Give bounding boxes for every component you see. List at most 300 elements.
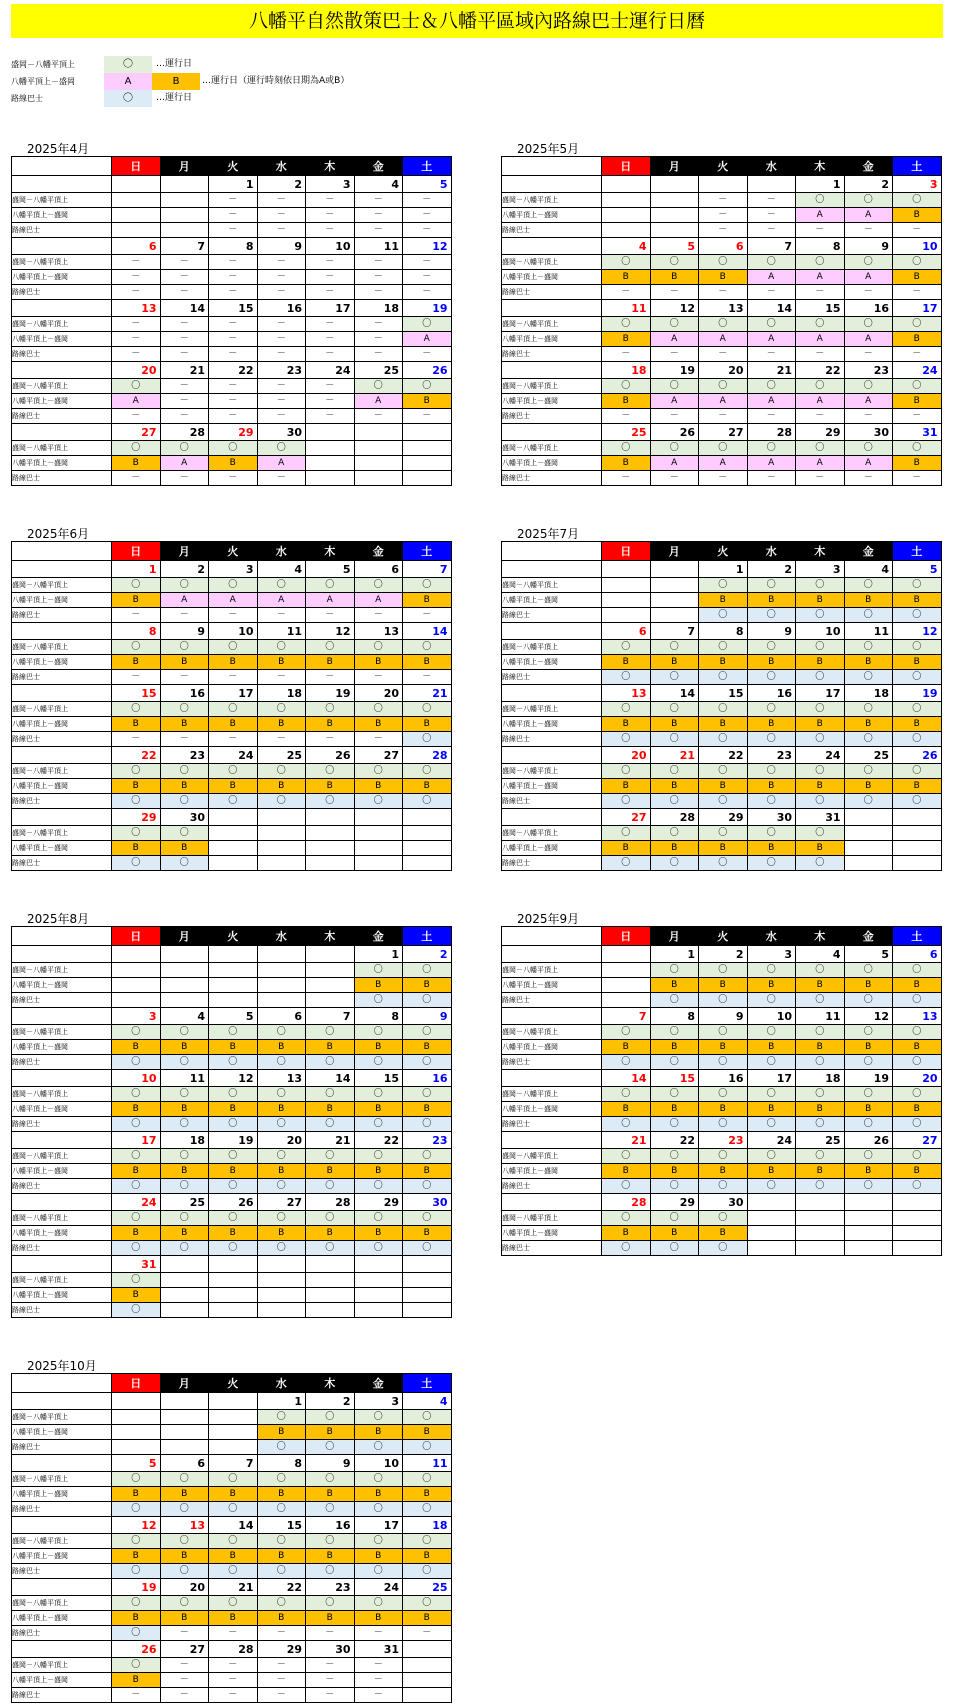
route-row-bus: [12, 1626, 452, 1641]
status-cell: 〇: [257, 441, 306, 456]
status-cell: 〇: [403, 578, 452, 593]
status-cell: －: [257, 409, 306, 424]
day-number: [209, 1256, 258, 1273]
day-number: 25: [403, 1579, 452, 1596]
status-cell: －: [257, 1626, 306, 1641]
month-calendar: [501, 912, 941, 1256]
day-number: 6: [893, 946, 942, 963]
route-label: 盛岡－八幡平頂上: [12, 1410, 112, 1425]
status-cell: [650, 208, 699, 223]
weekday-cell: 火: [699, 927, 748, 946]
corner-cell: [12, 157, 112, 176]
status-cell: A: [699, 332, 748, 347]
day-number-row: [502, 1070, 942, 1087]
status-cell: －: [112, 732, 161, 747]
status-cell: －: [306, 409, 355, 424]
status-cell: 〇: [844, 963, 893, 978]
month-grid: [501, 156, 942, 486]
status-cell: 〇: [893, 255, 942, 270]
status-cell: [257, 841, 306, 856]
route-row-bus: [502, 471, 942, 486]
status-cell: [403, 441, 452, 456]
status-cell: 〇: [209, 764, 258, 779]
status-cell: [160, 193, 209, 208]
legend-label: 路線巴士: [11, 94, 43, 103]
status-cell: －: [160, 270, 209, 285]
status-cell: －: [403, 285, 452, 300]
route-label: 八幡平頂上－盛岡: [12, 655, 112, 670]
route-row-bus: [12, 1117, 452, 1132]
status-cell: 〇: [650, 1025, 699, 1040]
status-cell: 〇: [257, 1055, 306, 1070]
route-row-bus: [12, 993, 452, 1008]
status-cell: B: [602, 332, 651, 347]
route-label: 八幡平頂上－盛岡: [12, 1102, 112, 1117]
day-number-row: [12, 1393, 452, 1410]
route-row-bus: [12, 856, 452, 871]
blank-cell: [502, 1132, 602, 1149]
status-cell: 〇: [160, 856, 209, 871]
route-label: 路線巴士: [502, 409, 602, 424]
status-cell: 〇: [650, 963, 699, 978]
route-label: 盛岡－八幡平頂上: [12, 963, 112, 978]
status-cell: －: [160, 347, 209, 362]
status-cell: －: [306, 193, 355, 208]
day-number: 18: [602, 362, 651, 379]
day-number-row: [12, 1194, 452, 1211]
status-cell: A: [160, 456, 209, 471]
status-cell: [893, 1241, 942, 1256]
status-cell: －: [844, 285, 893, 300]
status-cell: B: [602, 394, 651, 409]
day-number: 21: [747, 362, 796, 379]
status-cell: B: [699, 779, 748, 794]
weekday-header: [502, 157, 942, 176]
weekday-cell: 火: [209, 1374, 258, 1393]
status-cell: －: [160, 409, 209, 424]
month-calendar: [11, 912, 451, 1318]
status-cell: B: [699, 1102, 748, 1117]
status-cell: －: [112, 347, 161, 362]
route-label: 盛岡－八幡平頂上: [12, 640, 112, 655]
status-cell: B: [403, 717, 452, 732]
status-cell: 〇: [306, 794, 355, 809]
status-cell: B: [160, 841, 209, 856]
status-cell: －: [844, 347, 893, 362]
status-cell: [354, 1273, 403, 1288]
status-cell: 〇: [403, 1149, 452, 1164]
day-number: 14: [650, 685, 699, 702]
status-cell: [160, 1425, 209, 1440]
day-number: 29: [354, 1194, 403, 1211]
day-number: 15: [112, 685, 161, 702]
day-number: 15: [257, 1517, 306, 1534]
status-cell: 〇: [699, 963, 748, 978]
status-cell: B: [893, 270, 942, 285]
status-cell: 〇: [209, 578, 258, 593]
weekday-cell: 土: [403, 542, 452, 561]
status-cell: －: [306, 347, 355, 362]
day-number: [747, 176, 796, 193]
status-cell: [747, 1211, 796, 1226]
status-cell: [354, 826, 403, 841]
route-row-bus: [12, 608, 452, 623]
day-number: [306, 1256, 355, 1273]
day-number: 11: [796, 1008, 845, 1025]
status-cell: 〇: [403, 1087, 452, 1102]
route-row-down: [12, 655, 452, 670]
status-cell: [306, 441, 355, 456]
day-number: 8: [699, 623, 748, 640]
status-cell: A: [844, 270, 893, 285]
status-cell: B: [354, 655, 403, 670]
status-cell: －: [257, 1688, 306, 1703]
status-cell: 〇: [403, 764, 452, 779]
status-cell: －: [699, 347, 748, 362]
route-row-bus: [12, 1564, 452, 1579]
route-row-up: [502, 317, 942, 332]
status-cell: [209, 1410, 258, 1425]
blank-cell: [502, 1008, 602, 1025]
weekday-cell: 火: [209, 542, 258, 561]
day-number: 7: [403, 561, 452, 578]
status-cell: B: [893, 394, 942, 409]
route-label: 路線巴士: [12, 732, 112, 747]
route-label: 八幡平頂上－盛岡: [12, 332, 112, 347]
status-cell: －: [747, 409, 796, 424]
day-number: 20: [354, 685, 403, 702]
status-cell: 〇: [893, 993, 942, 1008]
route-label: 盛岡－八幡平頂上: [502, 1149, 602, 1164]
status-cell: B: [747, 593, 796, 608]
day-number: 17: [796, 685, 845, 702]
status-cell: 〇: [354, 1410, 403, 1425]
status-cell: [257, 1303, 306, 1318]
status-cell: A: [160, 593, 209, 608]
route-row-up: [502, 702, 942, 717]
status-cell: B: [699, 1164, 748, 1179]
status-cell: [844, 1211, 893, 1226]
status-cell: 〇: [354, 1211, 403, 1226]
status-cell: －: [796, 223, 845, 238]
route-label: 盛岡－八幡平頂上: [502, 193, 602, 208]
legend-note: …運行日（運行時刻依日期為A或B）: [202, 76, 350, 86]
route-label: 盛岡－八幡平頂上: [502, 317, 602, 332]
status-cell: －: [257, 471, 306, 486]
day-number: 18: [160, 1132, 209, 1149]
status-cell: B: [160, 1549, 209, 1564]
weekday-cell: 水: [747, 157, 796, 176]
day-number: 17: [354, 1517, 403, 1534]
status-cell: B: [602, 456, 651, 471]
status-cell: 〇: [257, 1179, 306, 1194]
route-label: 盛岡－八幡平頂上: [502, 255, 602, 270]
status-cell: B: [403, 1226, 452, 1241]
status-cell: 〇: [650, 794, 699, 809]
status-cell: A: [796, 456, 845, 471]
route-label: 八幡平頂上－盛岡: [12, 717, 112, 732]
status-cell: －: [747, 223, 796, 238]
status-cell: 〇: [699, 856, 748, 871]
day-number: [160, 946, 209, 963]
status-cell: B: [112, 1549, 161, 1564]
status-cell: [403, 856, 452, 871]
status-cell: 〇: [403, 1502, 452, 1517]
weekday-cell: 土: [403, 927, 452, 946]
day-number: 13: [112, 300, 161, 317]
day-number-row: [12, 362, 452, 379]
day-number-row: [502, 300, 942, 317]
status-cell: －: [403, 255, 452, 270]
status-cell: 〇: [112, 379, 161, 394]
status-cell: [844, 1241, 893, 1256]
status-cell: 〇: [844, 1179, 893, 1194]
status-cell: B: [403, 1611, 452, 1626]
day-number-row: [502, 946, 942, 963]
corner-cell: [12, 1374, 112, 1393]
status-cell: 〇: [844, 640, 893, 655]
route-label: 路線巴士: [502, 732, 602, 747]
day-number: [699, 176, 748, 193]
status-cell: B: [354, 1611, 403, 1626]
route-row-down: [12, 1288, 452, 1303]
status-cell: 〇: [354, 1025, 403, 1040]
status-cell: 〇: [602, 379, 651, 394]
route-label: 八幡平頂上－盛岡: [502, 1040, 602, 1055]
route-row-up: [12, 640, 452, 655]
status-cell: B: [257, 1102, 306, 1117]
status-cell: 〇: [257, 1502, 306, 1517]
status-cell: B: [893, 208, 942, 223]
status-cell: 〇: [112, 1211, 161, 1226]
status-cell: A: [112, 394, 161, 409]
month-grid: [501, 926, 942, 1256]
status-cell: B: [747, 1040, 796, 1055]
status-cell: B: [209, 1549, 258, 1564]
status-cell: 〇: [354, 640, 403, 655]
status-cell: 〇: [602, 856, 651, 871]
day-number: 20: [112, 362, 161, 379]
status-cell: B: [354, 1549, 403, 1564]
status-cell: 〇: [699, 1087, 748, 1102]
route-label: 八幡平頂上－盛岡: [502, 332, 602, 347]
status-cell: －: [160, 1673, 209, 1688]
status-cell: [209, 993, 258, 1008]
status-cell: [602, 993, 651, 1008]
route-label: 八幡平頂上－盛岡: [502, 978, 602, 993]
status-cell: 〇: [209, 1564, 258, 1579]
route-row-up: [12, 702, 452, 717]
status-cell: 〇: [160, 1241, 209, 1256]
status-cell: [209, 826, 258, 841]
status-cell: 〇: [844, 441, 893, 456]
status-cell: －: [257, 1658, 306, 1673]
day-number: [844, 1194, 893, 1211]
status-cell: 〇: [699, 1149, 748, 1164]
weekday-header: [502, 927, 942, 946]
day-number: 16: [306, 1517, 355, 1534]
route-label: 路線巴士: [502, 670, 602, 685]
route-label: 盛岡－八幡平頂上: [12, 193, 112, 208]
weekday-cell: 日: [602, 157, 651, 176]
status-cell: －: [209, 285, 258, 300]
status-cell: 〇: [844, 993, 893, 1008]
status-cell: 〇: [844, 732, 893, 747]
status-cell: A: [306, 593, 355, 608]
status-cell: 〇: [160, 1564, 209, 1579]
day-number: 7: [160, 238, 209, 255]
status-cell: 〇: [796, 826, 845, 841]
status-cell: 〇: [209, 1025, 258, 1040]
status-cell: －: [209, 270, 258, 285]
day-number: 16: [160, 685, 209, 702]
route-row-up: [502, 379, 942, 394]
route-label: 路線巴士: [502, 1055, 602, 1070]
route-row-bus: [12, 1241, 452, 1256]
month-calendar: [501, 142, 941, 486]
status-cell: －: [257, 332, 306, 347]
status-cell: －: [209, 332, 258, 347]
status-cell: B: [747, 841, 796, 856]
status-cell: －: [354, 332, 403, 347]
day-number-row: [502, 424, 942, 441]
status-cell: B: [602, 841, 651, 856]
status-cell: 〇: [257, 578, 306, 593]
day-number: 9: [747, 623, 796, 640]
status-cell: 〇: [306, 764, 355, 779]
route-label: 路線巴士: [12, 1179, 112, 1194]
status-cell: －: [209, 1688, 258, 1703]
status-cell: －: [306, 208, 355, 223]
route-row-bus: [502, 856, 942, 871]
status-cell: [112, 1410, 161, 1425]
route-label: 盛岡－八幡平頂上: [12, 1658, 112, 1673]
status-cell: B: [112, 1673, 161, 1688]
status-cell: [354, 471, 403, 486]
day-number: 2: [844, 176, 893, 193]
route-label: 盛岡－八幡平頂上: [12, 1211, 112, 1226]
status-cell: 〇: [796, 1025, 845, 1040]
day-number: 17: [747, 1070, 796, 1087]
day-number: 19: [112, 1579, 161, 1596]
status-cell: 〇: [650, 826, 699, 841]
day-number: 30: [747, 809, 796, 826]
status-cell: B: [844, 717, 893, 732]
day-number: 26: [403, 362, 452, 379]
status-cell: 〇: [403, 317, 452, 332]
status-cell: 〇: [112, 1055, 161, 1070]
route-row-bus: [12, 347, 452, 362]
status-cell: B: [209, 456, 258, 471]
weekday-cell: 月: [650, 542, 699, 561]
day-number: 26: [893, 747, 942, 764]
day-number: 2: [747, 561, 796, 578]
status-cell: B: [602, 717, 651, 732]
status-cell: －: [650, 347, 699, 362]
status-cell: 〇: [403, 1117, 452, 1132]
status-cell: －: [209, 1658, 258, 1673]
status-cell: 〇: [844, 578, 893, 593]
day-number-row: [502, 747, 942, 764]
status-cell: [844, 841, 893, 856]
status-cell: [602, 208, 651, 223]
status-cell: B: [602, 779, 651, 794]
status-cell: B: [796, 1102, 845, 1117]
route-label: 盛岡－八幡平頂上: [12, 826, 112, 841]
route-label: 盛岡－八幡平頂上: [12, 1025, 112, 1040]
status-cell: －: [306, 1688, 355, 1703]
blank-cell: [12, 1070, 112, 1087]
day-number: 20: [699, 362, 748, 379]
weekday-cell: 土: [893, 927, 942, 946]
route-label: 路線巴士: [12, 1055, 112, 1070]
route-row-bus: [12, 1303, 452, 1318]
route-row-bus: [12, 285, 452, 300]
day-number: 11: [844, 623, 893, 640]
status-cell: －: [160, 1688, 209, 1703]
status-cell: B: [747, 1164, 796, 1179]
status-cell: －: [112, 471, 161, 486]
route-row-bus: [12, 1502, 452, 1517]
status-cell: －: [160, 1658, 209, 1673]
route-row-bus: [12, 732, 452, 747]
route-label: 八幡平頂上－盛岡: [12, 1226, 112, 1241]
weekday-cell: 金: [354, 1374, 403, 1393]
status-cell: [160, 1288, 209, 1303]
day-number: 27: [257, 1194, 306, 1211]
day-number: 29: [112, 809, 161, 826]
status-cell: 〇: [112, 1626, 161, 1641]
day-number: [306, 424, 355, 441]
status-cell: 〇: [602, 441, 651, 456]
status-cell: B: [650, 779, 699, 794]
status-cell: 〇: [257, 1087, 306, 1102]
status-cell: B: [699, 1040, 748, 1055]
day-number: 31: [893, 424, 942, 441]
day-number-row: [502, 1194, 942, 1211]
status-cell: －: [209, 670, 258, 685]
status-cell: 〇: [650, 379, 699, 394]
status-cell: 〇: [699, 1211, 748, 1226]
day-number: 8: [796, 238, 845, 255]
route-label: 八幡平頂上－盛岡: [12, 270, 112, 285]
status-cell: －: [403, 608, 452, 623]
status-cell: －: [209, 471, 258, 486]
status-cell: B: [893, 978, 942, 993]
status-cell: －: [306, 223, 355, 238]
blank-cell: [502, 685, 602, 702]
route-label: 路線巴士: [12, 856, 112, 871]
status-cell: －: [257, 255, 306, 270]
status-cell: 〇: [354, 1534, 403, 1549]
route-label: 八幡平頂上－盛岡: [502, 1226, 602, 1241]
route-row-up: [12, 1211, 452, 1226]
status-cell: －: [112, 270, 161, 285]
status-cell: 〇: [844, 1149, 893, 1164]
route-label: 路線巴士: [502, 1241, 602, 1256]
day-number: 23: [257, 362, 306, 379]
status-cell: 〇: [747, 794, 796, 809]
day-number: 18: [403, 1517, 452, 1534]
status-cell: 〇: [747, 764, 796, 779]
status-cell: B: [602, 1226, 651, 1241]
day-number: 31: [796, 809, 845, 826]
status-cell: B: [112, 593, 161, 608]
status-cell: B: [306, 655, 355, 670]
day-number: [112, 176, 161, 193]
status-cell: －: [354, 409, 403, 424]
day-number: [354, 809, 403, 826]
